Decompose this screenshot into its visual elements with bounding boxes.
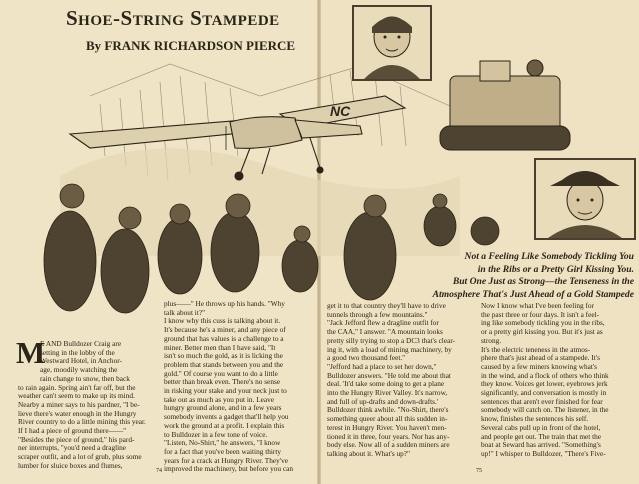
text-line: Bulldozer think awhile. "No-Shirt, there's (327, 406, 449, 415)
text-line: miner. Better men than I have said, "It (164, 343, 276, 352)
text-line: the CAA," I answer. "A mountain looks (327, 328, 443, 337)
text-line: plus——" He throws up his hands. "Why (164, 300, 285, 308)
cowboy-portrait (536, 160, 634, 238)
page-number-right: 75 (476, 468, 482, 474)
text-line: hungry ground alone, and in a few years (164, 404, 282, 413)
text-column-1 (16, 335, 158, 471)
portrait-top-inset (352, 5, 432, 81)
text-line: in the wind, and a flock of others who think (481, 371, 609, 380)
text-line: deal. 'It'd take some doing to get a plane (327, 380, 445, 389)
text-line: I know why this cuss is talking about it. (164, 317, 281, 326)
text-line: caused by a few miners knowing what's (481, 362, 598, 371)
story-title: Shoe-String Stampede (66, 6, 280, 30)
text-line: phere that's just ahead of a stampede. It's (481, 354, 600, 363)
text-line: isn't so much the gold, as it is licking the (164, 352, 283, 361)
page-number-left: 74 (156, 468, 162, 474)
text-line: If I had a piece of ground there——" (18, 427, 127, 436)
text-line: years for a crack at Hungry River. They've (164, 456, 288, 465)
text-line: up!" I whisper to Bulldozer, "There's Five- (481, 449, 606, 458)
text-line: gold." Of course you want to do a little (164, 369, 278, 378)
text-line: strong. (481, 336, 502, 345)
text-line: improved the machinery, but before you can (164, 465, 293, 474)
caption-line: Not a Feeling Like Somebody Tickling You (464, 251, 634, 262)
text-line: body else. Now all of a sudden miners are (327, 441, 450, 450)
text-line: work the ground at a profit. I explain this (164, 421, 285, 430)
text-line: terest in Hungry River. You haven't men- (327, 423, 447, 432)
text-line: "Besides the piece of ground," his pard- (18, 435, 135, 444)
text-line: weather can't seem to make up its mind. (18, 392, 135, 401)
story-caption (388, 251, 634, 301)
text-column-2 (164, 300, 310, 474)
text-line: "Jack Jefford flew a dragline outfit for (327, 319, 439, 328)
text-line: and full of up-drafts and down-drafts.' (327, 397, 439, 406)
text-line: "Listen, No-Shirt," he answers, "I know (164, 439, 281, 448)
text-line: tioned it in three, four years. Nor has any- (327, 432, 450, 441)
text-line: ing like somebody tickling you in the ribs, (481, 319, 605, 328)
miner-portrait (354, 7, 430, 79)
text-line: somebody will catch on. The listener, in the (481, 406, 609, 415)
text-line: It's because he's a miner, and any piece of (164, 326, 286, 335)
text-line: scraper outfit, and a lot of grub, plus some (18, 453, 142, 462)
text-line: into the Hungry River Valley. It's narrow, (327, 389, 448, 398)
text-line: ground that has values is a challenge to a (164, 334, 284, 343)
text-line: rain change to snow, then back (40, 374, 130, 383)
text-line: get it to that country they'll have to drive (327, 302, 446, 310)
text-line: age, moodily watching the (40, 366, 118, 375)
text-line: they know. Voices get lower, eyebrows jerk (481, 380, 608, 389)
portrait-bottom-inset (534, 158, 636, 240)
caption-line: Atmosphere That's Just Ahead of a Gold Stampede (432, 288, 634, 300)
caption-line: in the Ribs or a Pretty Girl Kissing You. (477, 263, 634, 275)
text-line: to Bulldozer in a few tone of voice. (164, 430, 268, 439)
text-line: Now I know what I've been feeling for (481, 302, 594, 310)
text-line: Nearby a miner says to his pardner, "I be- (18, 400, 140, 409)
text-line: lieve there's water enough in the Hungry (18, 409, 137, 418)
text-line: boat at Seward has arrived. "Something's (481, 441, 601, 450)
text-line: talk about it?" (164, 308, 206, 317)
text-line: Westward Hotel, in Anchor- (40, 357, 122, 366)
bulldozer-tractor (440, 60, 570, 150)
text-line: somebody invents a gadget that'll help you (164, 413, 289, 422)
text-line: significantly, and conversation is mostly in (481, 389, 607, 398)
text-line: better than break even. There's no sense (164, 378, 281, 387)
caption-line: But One Just as Strong—the Tenseness in the (452, 276, 634, 287)
text-line: pretty silly trying to stop a DC3 that's clear- (327, 336, 456, 345)
text-line: and people get out. The train that met the (481, 432, 602, 441)
text-line: sentences that aren't ever finished for fear (481, 397, 603, 406)
text-column-4 (481, 302, 631, 459)
text-line: problem that stands between you and the (164, 360, 284, 369)
text-line: to rain again. Spring ain't far off, but the (18, 383, 136, 392)
text-line: It's the electric teneness in the atmos- (481, 345, 591, 354)
text-line: ner interrupts, "you'd need a dragline (18, 444, 127, 453)
text-line: Several cabs pull up in front of the hotel, (481, 423, 601, 432)
plane-marking: NC (330, 103, 351, 119)
text-line: or a pretty girl kissing you. But it's just as (481, 328, 603, 337)
text-line: ing it, with a load of mining machinery, by (327, 345, 452, 354)
text-line: something queer about all this sudden in- (327, 415, 448, 424)
text-line: know, finishes the sentences his self. (481, 415, 589, 424)
drop-cap: M (16, 335, 46, 370)
text-line: lumber for sluice boxes and flumes, (18, 461, 123, 470)
text-line: a good two thousand feet." (327, 354, 406, 363)
text-line: take out as much as you put in. Leave (164, 395, 275, 404)
text-column-3 (327, 302, 473, 459)
text-line: "Jefford had a place to set her down," (327, 362, 437, 371)
text-line: E AND Bulldozer Craig are (40, 340, 122, 348)
text-line: tunnels through a few mountains." (327, 310, 428, 319)
text-line: the past three or four days. It isn't a feel- (481, 310, 600, 319)
text-line: setting in the lobby of the (40, 348, 115, 357)
text-line: in risking your stake and your neck just to (164, 387, 287, 396)
story-byline: By FRANK RICHARDSON PIERCE (86, 38, 296, 53)
text-line: talking about it. What's up?" (327, 449, 410, 458)
text-line: Bulldozer answers. "He told me about that (327, 371, 451, 380)
text-line: River country to do a little mining this year. (18, 418, 146, 427)
text-line: for a fact that you've been waiting thirty (164, 447, 282, 456)
